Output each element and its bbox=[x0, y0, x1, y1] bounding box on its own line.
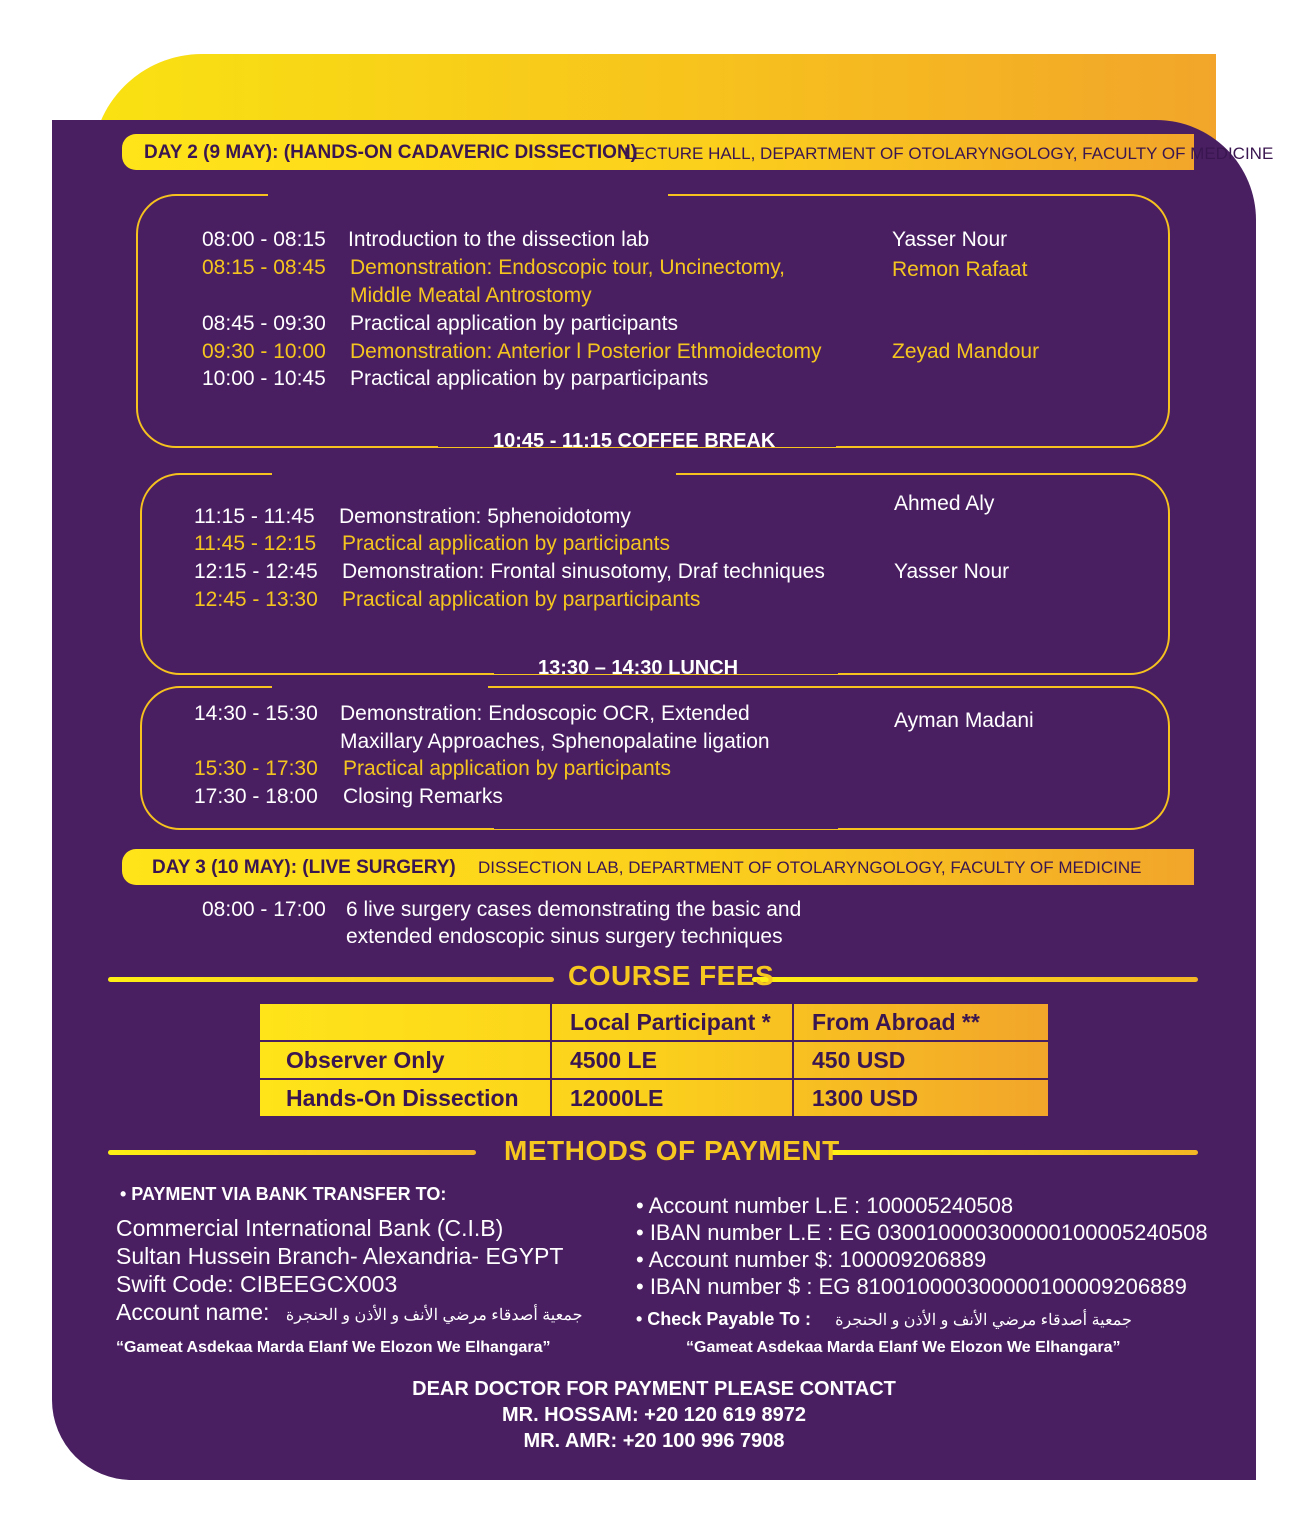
day3-time: 08:00 - 17:00 bbox=[202, 898, 326, 921]
b3-row2-time: 15:30 - 17:30 bbox=[194, 757, 318, 780]
b1-row3-time: 08:45 - 09:30 bbox=[202, 312, 326, 335]
check-payable-label: • Check Payable To : bbox=[636, 1309, 812, 1329]
bank-name: Commercial International Bank (C.I.B) bbox=[116, 1215, 504, 1241]
b2-row3-speaker: Yasser Nour bbox=[894, 560, 1010, 583]
payment-rule-right bbox=[830, 1150, 1198, 1155]
fees-row-abroad: 1300 USD bbox=[793, 1079, 1049, 1117]
day2-location: LECTURE HALL, DEPARTMENT OF OTOLARYNGOLOGY, FACULTY OF MEDICINE bbox=[624, 144, 1274, 163]
b2-row1-speaker: Ahmed Aly bbox=[894, 492, 995, 515]
b3-row1-time: 14:30 - 15:30 bbox=[194, 702, 318, 725]
b2-row3-topic: Demonstration: Frontal sinusotomy, Draf techniques bbox=[342, 560, 825, 583]
day3-title: DAY 3 (10 MAY): (LIVE SURGERY) bbox=[152, 857, 456, 878]
iban-usd: • IBAN number $ : EG 810010000300000100009206889 bbox=[636, 1274, 1187, 1299]
b1-row4-topic: Demonstration: Anterior l Posterior Ethmoidectomy bbox=[350, 340, 822, 363]
b1-row1-topic: Introduction to the dissection lab bbox=[348, 228, 650, 251]
account-name-label: Account name: bbox=[116, 1299, 270, 1325]
b1-row3-topic: Practical application by participants bbox=[350, 312, 679, 335]
day3-topic-cont: extended endoscopic sinus surgery techniques bbox=[346, 925, 783, 948]
iban-le: • IBAN number L.E : EG 030010000300000100005240508 bbox=[636, 1220, 1208, 1245]
fees-row-handson bbox=[259, 1079, 1049, 1117]
fees-header-row bbox=[259, 1003, 1049, 1041]
day2-title: DAY 2 (9 MAY): (HANDS-ON CADAVERIC DISSECTION) bbox=[144, 142, 637, 163]
b3-row3-topic: Closing Remarks bbox=[343, 785, 503, 808]
b1-row2-topic-cont: Middle Meatal Antrostomy bbox=[350, 284, 592, 307]
b2-row1-time: 11:15 - 11:45 bbox=[194, 505, 315, 528]
fees-row-label: Observer Only bbox=[259, 1041, 551, 1079]
fees-title: COURSE FEES bbox=[568, 960, 775, 991]
coffee-break-label: 10:45 - 11:15 COFFEE BREAK bbox=[493, 430, 776, 452]
fees-row-abroad: 450 USD bbox=[793, 1041, 1049, 1079]
fees-row-local: 12000LE bbox=[551, 1079, 793, 1117]
b1-row4-time: 09:30 - 10:00 bbox=[202, 340, 326, 363]
day3-topic: 6 live surgery cases demonstrating the basic and bbox=[346, 898, 802, 921]
account-number-usd: • Account number $: 100009206889 bbox=[636, 1247, 987, 1272]
b2-row4-topic: Practical application by parparticipants bbox=[342, 588, 701, 611]
bank-branch: Sultan Hussein Branch- Alexandria- EGYPT bbox=[116, 1243, 564, 1269]
b1-row5-time: 10:00 - 10:45 bbox=[202, 367, 326, 390]
payment-title: METHODS OF PAYMENT bbox=[504, 1135, 840, 1166]
fees-rule-right bbox=[752, 977, 1198, 982]
check-payable-english: “Gameat Asdekaa Marda Elanf We Elozon We Elhangara” bbox=[686, 1339, 1121, 1356]
contact-amr: MR. AMR: +20 100 996 7908 bbox=[523, 1430, 785, 1452]
fees-rule-left bbox=[108, 977, 554, 982]
b1-row2-speaker: Remon Rafaat bbox=[892, 258, 1028, 281]
bank-details bbox=[116, 1214, 583, 1362]
fees-header-blank bbox=[259, 1003, 551, 1041]
swift-code: Swift Code: CIBEEGCX003 bbox=[116, 1271, 398, 1297]
account-name-english: “Gameat Asdekaa Marda Elanf We Elozon We Elhangara” bbox=[116, 1339, 551, 1356]
b1-row1-time: 08:00 - 08:15 bbox=[202, 228, 326, 251]
fees-header-abroad: From Abroad ** bbox=[793, 1003, 1049, 1041]
fees-header-local: Local Participant * bbox=[551, 1003, 793, 1041]
b2-row1-topic: Demonstration: 5phenoidotomy bbox=[339, 505, 631, 528]
b2-row2-time: 11:45 - 12:15 bbox=[194, 532, 317, 555]
b3-row3-time: 17:30 - 18:00 bbox=[194, 785, 318, 808]
day2-header-bar bbox=[122, 134, 1274, 170]
day3-location: DISSECTION LAB, DEPARTMENT OF OTOLARYNGOLOGY, FACULTY OF MEDICINE bbox=[478, 858, 1142, 877]
b1-row1-speaker: Yasser Nour bbox=[892, 228, 1008, 251]
b3-row2-topic: Practical application by participants bbox=[343, 757, 672, 780]
b1-row2-time: 08:15 - 08:45 bbox=[202, 256, 326, 279]
b2-row3-time: 12:15 - 12:45 bbox=[194, 560, 318, 583]
check-payable-row bbox=[636, 1304, 1208, 1334]
b2-row2-topic: Practical application by participants bbox=[342, 532, 671, 555]
fees-row-local: 4500 LE bbox=[551, 1041, 793, 1079]
b3-row1-speaker: Ayman Madani bbox=[894, 709, 1034, 732]
day3-header-bar bbox=[122, 849, 1194, 885]
fees-row-observer bbox=[259, 1041, 1049, 1079]
check-payable-arabic: جمعية أصدقاء مرضي الأنف و الأذن و الحنجرة bbox=[835, 1312, 1132, 1329]
b3-row1-topic-cont: Maxillary Approaches, Sphenopalatine ligation bbox=[340, 730, 770, 753]
b1-row2-topic: Demonstration: Endoscopic tour, Uncinectomy, bbox=[350, 256, 785, 279]
account-numbers bbox=[636, 1192, 1208, 1361]
b1-row4-speaker: Zeyad Mandour bbox=[892, 340, 1040, 363]
account-number-le: • Account number L.E : 100005240508 bbox=[636, 1193, 1014, 1218]
account-name-arabic: جمعية أصدقاء مرضي الأنف و الأذن و الحنجرة bbox=[285, 1307, 583, 1324]
fees-table bbox=[258, 1002, 1050, 1118]
b2-row4-time: 12:45 - 13:30 bbox=[194, 588, 318, 611]
lunch-label: 13:30 – 14:30 LUNCH bbox=[538, 657, 739, 679]
contact-hossam: MR. HOSSAM: +20 120 619 8972 bbox=[501, 1404, 807, 1426]
account-name-row bbox=[116, 1298, 583, 1330]
b1-row5-topic: Practical application by parparticipants bbox=[350, 367, 709, 390]
payment-rule-left bbox=[108, 1150, 476, 1155]
contact-line-1: DEAR DOCTOR FOR PAYMENT PLEASE CONTACT bbox=[412, 1378, 896, 1400]
fees-row-label: Hands-On Dissection bbox=[259, 1079, 551, 1117]
bank-heading: • PAYMENT VIA BANK TRANSFER TO: bbox=[120, 1184, 447, 1204]
b3-row1-topic: Demonstration: Endoscopic OCR, Extended bbox=[340, 702, 750, 725]
